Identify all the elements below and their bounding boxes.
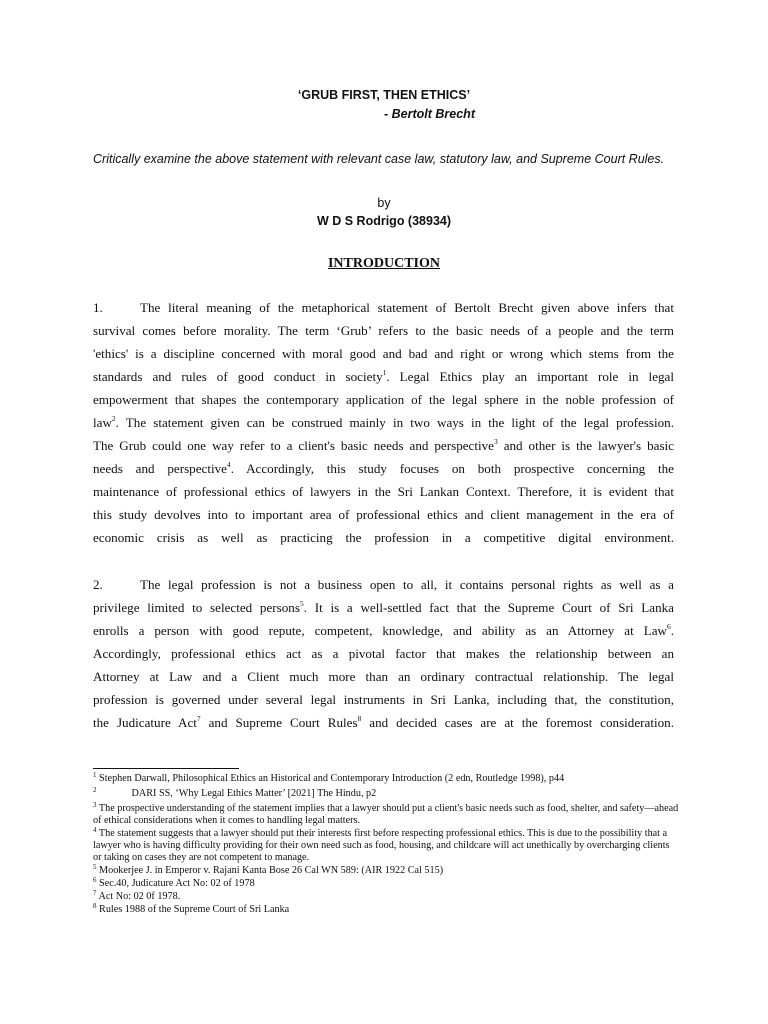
footnote-7: $^7$ Act No: 02 0f 1978. — [93, 889, 181, 902]
paragraph-line: enrolls a person with good repute, competent, knowledge, and ability as an Attorney at Law$^6$. — [93, 622, 674, 638]
paragraph-1 — [93, 296, 674, 549]
footnote-6: $^6$ Sec.40, Judicature Act No: 02 of 1978 — [93, 876, 255, 889]
footnote-4: $^4$ The statement suggests that a lawyer should put their interests first before respecting professional ethics. This is due to the possibility that a lawyer who is having difficulty providing for their own need such as food, housing, and childcare will act unethically by overcharging clients or taking on cases they are not competent to manage. — [93, 826, 670, 863]
paragraph-line: maintenance of professional ethics of lawyers in the Sri Lankan Context. Therefore, it is evident that — [93, 484, 674, 499]
paragraph-line: this study devolves into to important area of professional ethics and client management in the era of — [93, 507, 674, 522]
footnote-5: $^5$ Mookerjee J. in Emperor v. Rajani Kanta Bose 26 Cal WN 589: (AIR 1922 Cal 515) — [93, 863, 444, 876]
paragraph-number: 2. — [93, 577, 103, 592]
paragraph-line: economic crisis as well as practicing the profession in a competitive digital environment. — [93, 530, 674, 545]
paragraph-line: The Grub could one way refer to a client's basic needs and perspective$^3$ and other is the lawyer's basic — [93, 437, 674, 453]
paragraph-line: law$^2$. The statement given can be construed mainly in two ways in the light of the legal profession. — [93, 414, 674, 430]
byline-by: by — [377, 196, 391, 210]
essay-title: ‘GRUB FIRST, THEN ETHICS’ — [297, 88, 471, 102]
paragraph-line: privilege limited to selected persons$^5$. It is a well-settled fact that the Supreme Court of Sri Lanka — [93, 599, 674, 615]
paragraph-2 — [93, 573, 674, 734]
footnote-divider — [93, 768, 239, 769]
footnote-ref[interactable]: 4 — [226, 460, 231, 469]
paragraph-line: survival comes before morality. The term ‘Grub’ refers to the basic needs of a people and the term — [93, 323, 674, 338]
footnote-ref[interactable]: 7 — [196, 714, 201, 723]
footnote-ref[interactable]: 6 — [666, 622, 671, 631]
footnote-8: $^8$ Rules 1988 of the Supreme Court of Sri Lanka — [93, 902, 290, 915]
paragraph-line: 2. The legal profession is not a business open to all, it contains personal rights as well as a — [93, 573, 674, 596]
footnote-3: $^3$ The prospective understanding of the statement implies that a lawyer should put a client's basic needs such as food, shelter, and safety—ahead of ethical considerations when it comes to handling legal matters. — [93, 801, 679, 826]
paragraph-line: 1. The literal meaning of the metaphorical statement of Bertolt Brecht given above infers that — [93, 296, 674, 319]
paragraph-line: 'ethics' is a discipline concerned with moral good and bad and right or wrong which stems from the — [93, 346, 674, 361]
paragraph-line: Accordingly, professional ethics act as a pivotal factor that makes the relationship between an — [93, 646, 674, 661]
paragraph-line: standards and rules of good conduct in society$^1$. Legal Ethics play an important role in legal — [93, 368, 675, 384]
essay-question: Critically examine the above statement with relevant case law, statutory law, and Supreme Court Rules. — [93, 152, 665, 166]
paragraph-line: the Judicature Act$^7$ and Supreme Court Rules$^8$ and decided cases are at the foremost consideration. — [93, 714, 674, 730]
footnote-ref[interactable]: 2 — [111, 414, 116, 423]
footnotes — [93, 773, 679, 917]
paragraph-number: 1. — [93, 300, 103, 315]
paragraph-line: Attorney at Law and a Client much more than an ordinary contractual relationship. The legal — [93, 669, 674, 684]
footnote-ref[interactable]: 8 — [357, 714, 362, 723]
section-heading: INTRODUCTION — [327, 256, 440, 271]
paragraph-line: profession is governed under several legal instruments in Sri Lanka, including that, the constitution, — [93, 692, 674, 707]
quote-attribution: - Bertolt Brecht — [384, 107, 475, 121]
footnote-ref[interactable]: 5 — [299, 599, 304, 608]
footnote-ref[interactable]: 3 — [494, 437, 498, 446]
paragraph-line: needs and perspective$^4$. Accordingly, this study focuses on both prospective concerning the — [93, 460, 674, 476]
paragraph-line: empowerment that shapes the contemporary application of the legal sphere in the noble profession of — [93, 392, 674, 407]
footnote-ref[interactable]: 1 — [382, 368, 387, 377]
author-name: W D S Rodrigo (38934) — [316, 214, 452, 228]
footnote-2: $^2$ DARI SS, ‘Why Legal Ethics Matter’ [2021] The Hindu, p2 — [93, 786, 377, 799]
footnote-1: $^1$ Stephen Darwall, Philosophical Ethics an Historical and Contemporary Introduction (2 edn, Routledge 1998), p44 — [93, 771, 565, 784]
